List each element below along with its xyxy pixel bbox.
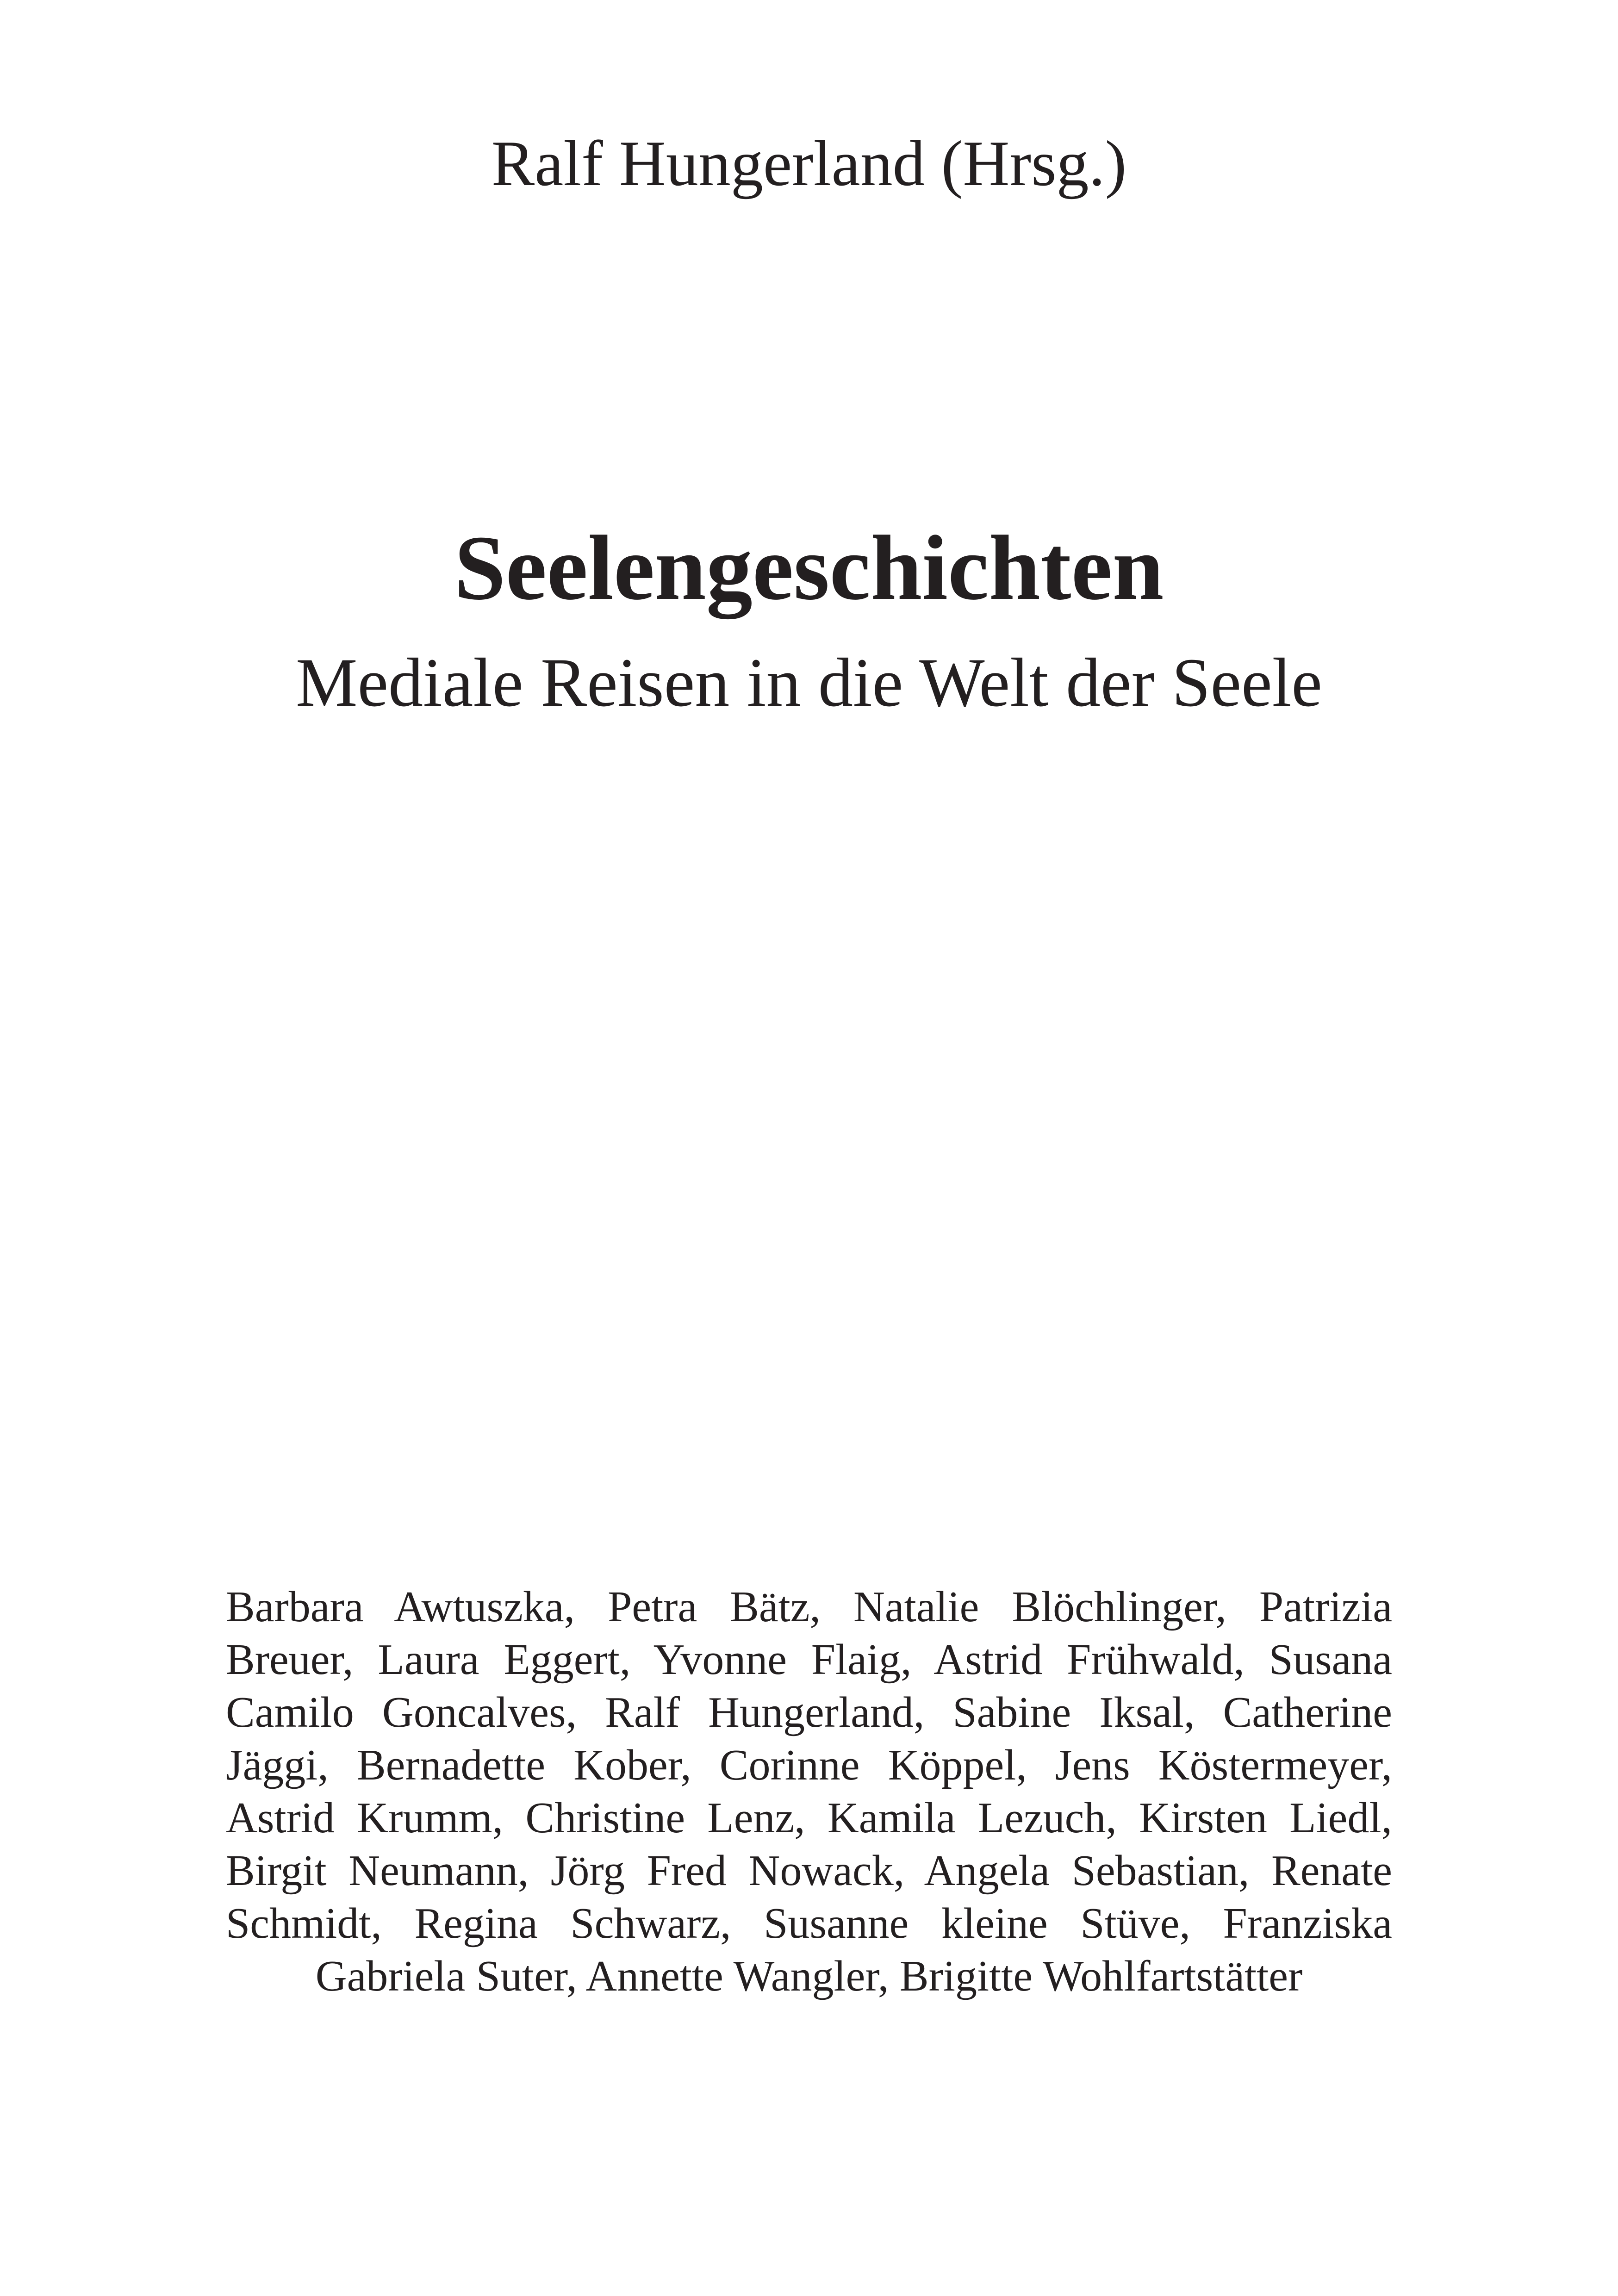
contributors-list [226,1580,1392,2003]
contributors-line: Jäggi, Bernadette Kober, Corinne Köppel, Jens Köstermeyer, [226,1741,1392,1789]
contributors-line: Birgit Neumann, Jörg Fred Nowack, Angela Sebastian, Renate [226,1847,1392,1895]
contributors-line: Breuer, Laura Eggert, Yvonne Flaig, Astrid Frühwald, Susana [226,1636,1392,1684]
contributors-line: Barbara Awtuszka, Petra Bätz, Natalie Blöchlinger, Patrizia [226,1583,1392,1631]
book-subtitle: Mediale Reisen in die Welt der Seele [296,644,1322,721]
contributors-line: Astrid Krumm, Christine Lenz, Kamila Lezuch, Kirsten Liedl, [226,1794,1392,1842]
contributors-line: Camilo Goncalves, Ralf Hungerland, Sabine Iksal, Catherine [226,1688,1392,1736]
contributors-line: Gabriela Suter, Annette Wangler, Brigitte Wohlfartstätter [315,1952,1303,2000]
book-title: Seelengeschichten [454,517,1164,619]
editor-name: Ralf Hungerland (Hrsg.) [491,128,1127,199]
contributors-line: Schmidt, Regina Schwarz, Susanne kleine Stüve, Franziska [226,1899,1392,1948]
